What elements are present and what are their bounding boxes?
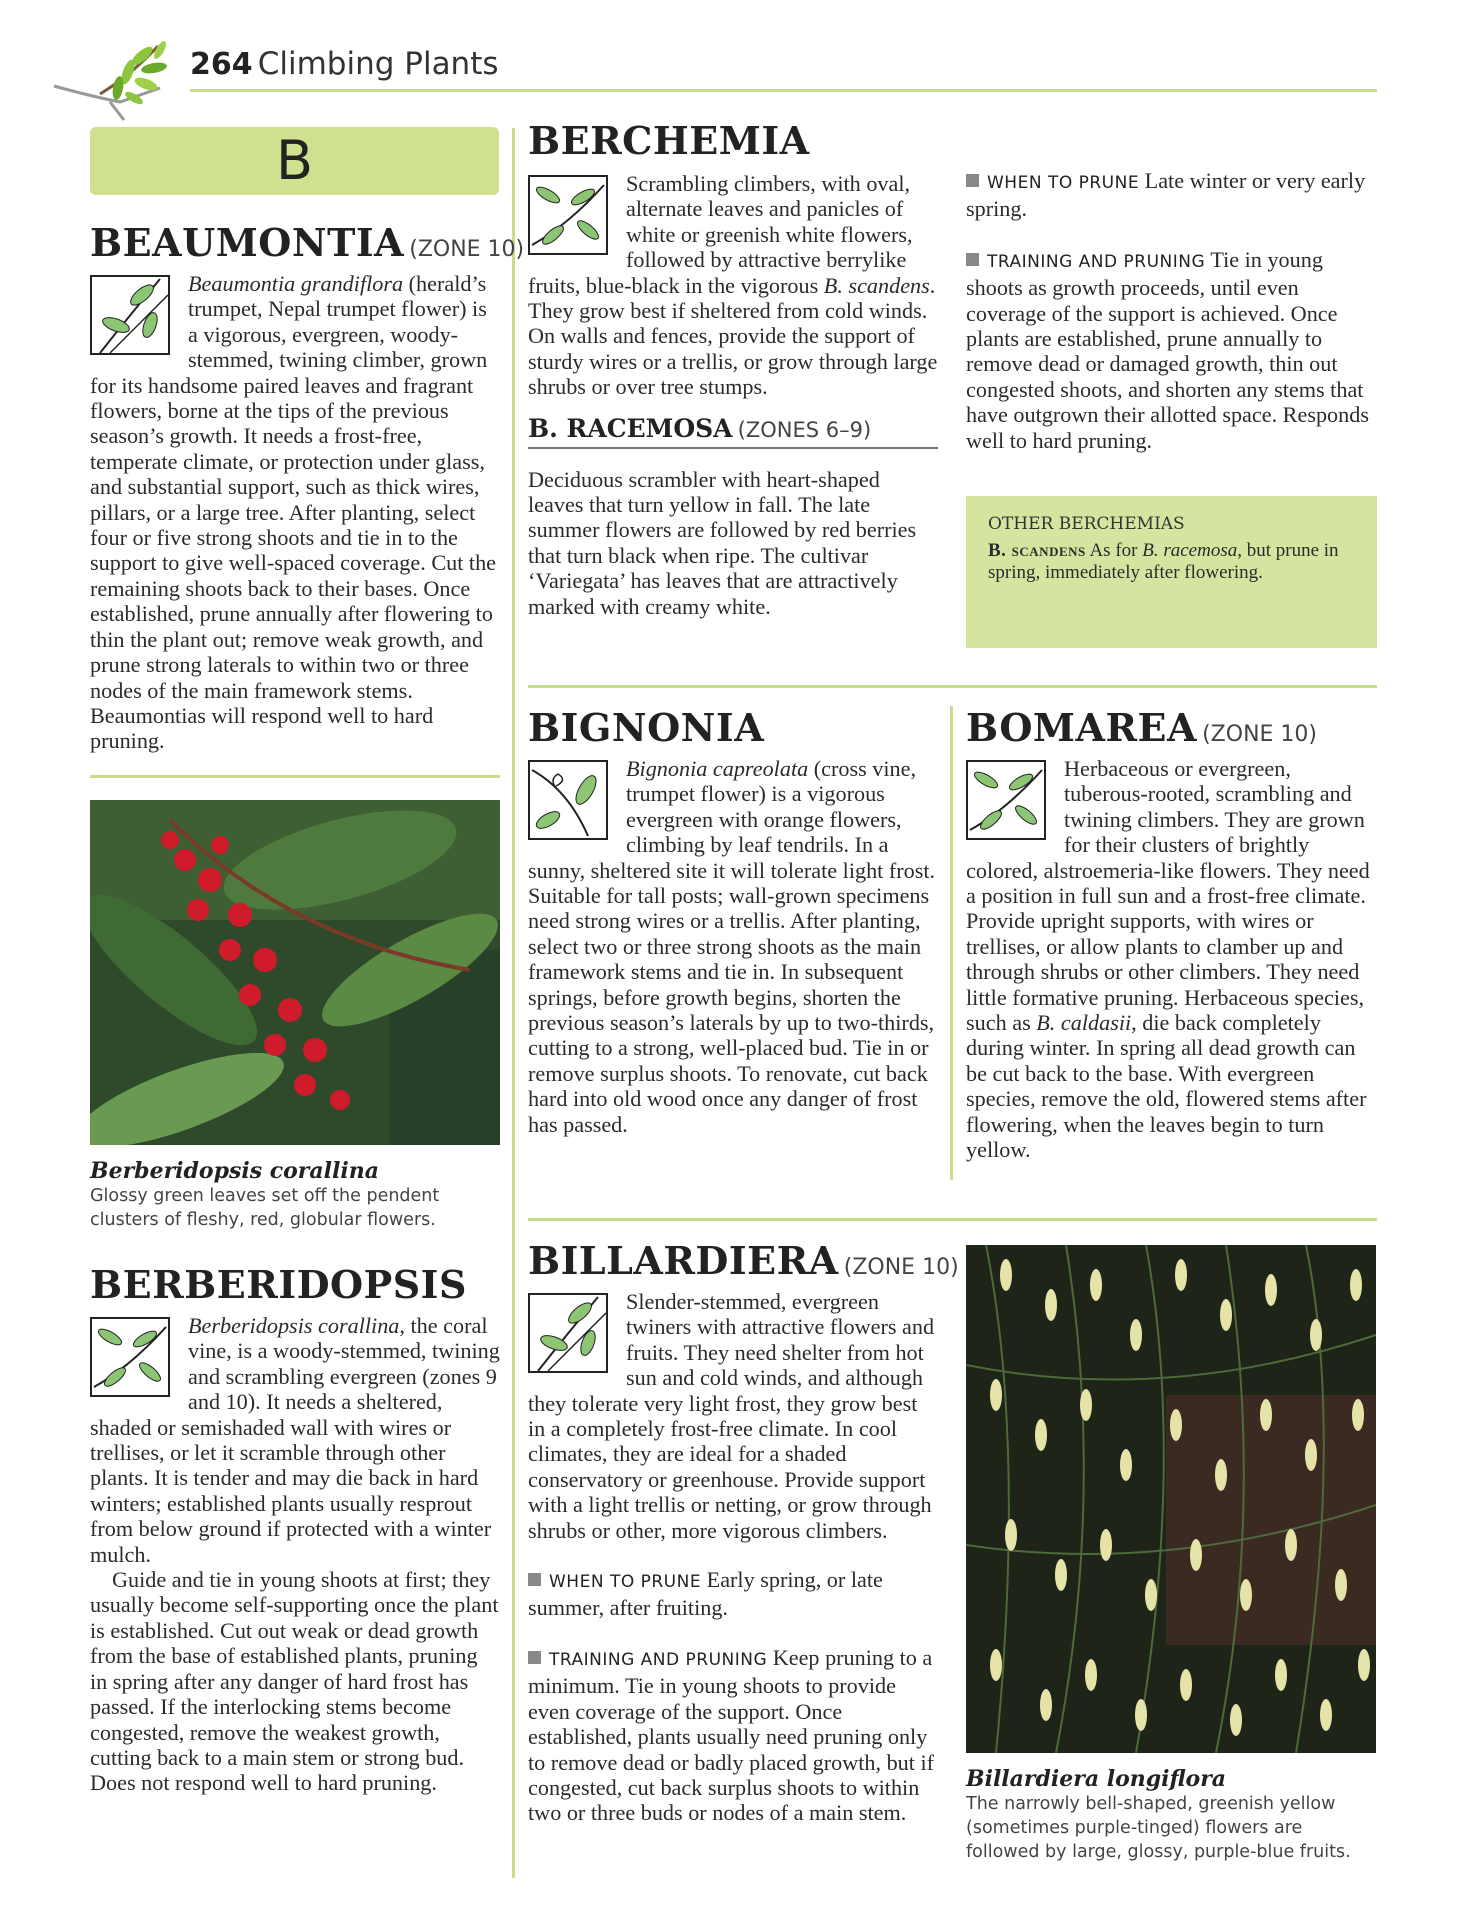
photo1-caption-text: Glossy green leaves set off the pendent clusters of fleshy, red, globular flowers. xyxy=(90,1186,440,1230)
photo2-caption xyxy=(966,1766,1376,1864)
berchemia-train-label: TRAINING AND PRUNING xyxy=(987,251,1206,272)
twining-climber-icon xyxy=(90,275,170,355)
berberidopsis-body2: Guide and tie in young shoots at first; they usually become self-supporting once the plant is established. Cut out weak or dead growth from the base of established plants, pruning in spring after any danger of hard frost has passed. If the interlocking stems become congested, remove the weakest growth, cutting back to a main stem or strong bud. Does not respond well to hard pruning. xyxy=(90,1567,499,1796)
page-number: 264 xyxy=(190,47,253,82)
page-header xyxy=(190,46,499,82)
column-divider-1 xyxy=(512,128,515,1878)
other-text-b: , but prune in spring, immediately after flowering. xyxy=(988,540,1339,583)
scrambling-climber-icon xyxy=(90,1317,170,1397)
bomarea-zone: (ZONE 10) xyxy=(1202,722,1317,747)
beaumontia-zone: (ZONE 10) xyxy=(409,237,525,262)
racemosa-zone: (ZONES 6–9) xyxy=(737,417,872,442)
bomarea-body-a: Herbaceous or evergreen, tuberous-rooted, scrambling and twining climbers. They are grown for their clusters of brightly colored, alstroemeria-like flowers. They need a position in full sun and a frost-free climate. Provide upright supports, with wires or trellises, or allow plants to clamber up and through shrubs or other climbers. They need little formative pruning. Herbaceous species, such as xyxy=(966,756,1370,1036)
left-rule-1 xyxy=(90,775,500,778)
berchemia-body-a: Scrambling climbers, with oval, alternate leaves and panicles of white or greenish white flowers, followed by attractive berrylike fruits, blue-black in the vigorous xyxy=(528,171,913,298)
other-berchemias-box xyxy=(966,496,1377,648)
berberidopsis-title: BERBERIDOPSIS xyxy=(90,1262,467,1307)
other-text-a: As for xyxy=(1085,540,1143,561)
beaumontia-body: (herald’s trumpet, Nepal trumpet flower) is a vigorous, evergreen, woody-stemmed, twining climber, grown for its handsome paired leaves and fragrant flowers, borne at the tips of the previous season’s growth. It needs a frost-free, temperate climate, or protection under glass, and substantial support, such as thick wires, pillars, or a large tree. After planting, select four or five strong shoots and tie in to the support to give well-spaced coverage. Cut the remaining shoots back to their bases. Once established, prune annually after flowering to thin the plant out; remove weak growth, and prune strong laterals to within two or three nodes of the main framework stems. Beaumontias will respond well to hard pruning. xyxy=(90,271,497,754)
billardiera-when-text: Early spring, or late summer, after fruiting. xyxy=(528,1567,883,1621)
billardiera-train-label: TRAINING AND PRUNING xyxy=(549,1649,768,1670)
bullet-square xyxy=(966,253,979,266)
bullet-square xyxy=(966,174,979,187)
berchemia-train-text: Tie in young shoots as growth proceeds, until even coverage of the support is achieved. Once plants are established, prune annually to remove dead or damaged growth, thin out congested shoots, and shorten any stems that have outgrown their allotted space. Responds well to hard pruning. xyxy=(966,246,1369,453)
bignonia-title: BIGNONIA xyxy=(528,705,765,750)
photo1-caption xyxy=(90,1158,500,1232)
bignonia-species: Bignonia capreolata xyxy=(626,756,809,781)
beaumontia-title: BEAUMONTIA xyxy=(90,220,405,265)
other-berchemias-name: B. scandens xyxy=(988,540,1086,561)
berberidopsis-species: Berberidopsis corallina xyxy=(188,1313,400,1338)
letter-tab xyxy=(90,127,499,195)
scrambling-climber-icon xyxy=(528,175,608,255)
bomarea-title: BOMAREA xyxy=(966,705,1197,750)
bomarea-body-b: , die back completely during winter. In spring all dead growth can be cut back to the base. With evergreen species, remove the old, flowered stems after flowering, when the leaves begin to turn yellow. xyxy=(966,1010,1367,1163)
billardiera-body: Slender-stemmed, evergreen twiners with attractive flowers and fruits. They need shelter from hot sun and cold winds, and although they tolerate very light frost, they grow best in a completely frost-free climate. In cool climates, they are ideal for a shaded conservatory or greenhouse. Provide support with a light trellis or netting, or grow through shrubs or other, more vigorous climbers. xyxy=(528,1289,935,1543)
racemosa-title: B. RACEMOSA xyxy=(528,413,733,443)
letter-tab-label: B xyxy=(275,129,314,192)
billardiera-title: BILLARDIERA xyxy=(528,1238,839,1283)
berberidopsis-photo xyxy=(90,800,500,1145)
racemosa-heading xyxy=(528,414,938,449)
middle-rule-2 xyxy=(528,1218,1377,1221)
berchemia-title: BERCHEMIA xyxy=(528,118,810,163)
berchemia-pruning xyxy=(966,168,1376,453)
berchemia-body-b: . They grow best if sheltered from cold winds. On walls and fences, provide the support of sturdy wires or a trellis, or grow through large shrubs or over tree stumps. xyxy=(528,272,938,400)
bullet-square xyxy=(528,1573,541,1586)
header-rule xyxy=(190,89,1377,92)
other-text-i: B. racemosa xyxy=(1142,540,1238,561)
middle-rule-1 xyxy=(528,685,1377,688)
bullet-square xyxy=(528,1651,541,1664)
tendril-climber-icon xyxy=(528,760,608,840)
beaumontia-entry xyxy=(90,220,525,754)
bomarea-entry xyxy=(966,705,1376,1163)
billardiera-photo xyxy=(966,1245,1376,1753)
bignonia-entry xyxy=(528,705,938,1137)
billardiera-when-label: WHEN TO PRUNE xyxy=(549,1572,702,1593)
berberidopsis-entry xyxy=(90,1262,500,1796)
berchemia-when-text: Late winter or very early spring. xyxy=(966,168,1366,222)
billardiera-zone: (ZONE 10) xyxy=(843,1255,959,1280)
billardiera-train-text: Keep pruning to a minimum. Tie in young shoots to provide even coverage of the support. Once established, plants usually need pruning only to remove dead or badly placed growth, but if congested, cut back surplus shoots to within two or three buds or nodes of a main stem. xyxy=(528,1644,935,1826)
branch-icon xyxy=(50,36,170,124)
berchemia-entry xyxy=(528,118,938,619)
photo1-caption-title: Berberidopsis corallina xyxy=(90,1158,379,1184)
racemosa-body: Deciduous scrambler with heart-shaped leaves that turn yellow in fall. The late summer flowers are followed by red berries that turn black when ripe. The cultivar ‘Variegata’ has leaves that are attractively marked with creamy white. xyxy=(528,466,917,619)
berchemia-when-label: WHEN TO PRUNE xyxy=(987,173,1140,193)
bomarea-species: B. caldasii xyxy=(1036,1010,1132,1036)
beaumontia-species: Beaumontia grandiflora xyxy=(188,271,404,296)
berchemia-species: B. scandens xyxy=(823,272,930,298)
section-title: Climbing Plants xyxy=(257,46,499,82)
twining-climber-icon xyxy=(528,1293,608,1373)
column-divider-2 xyxy=(950,706,953,1180)
photo2-caption-title: Billardiera longiflora xyxy=(966,1766,1227,1792)
photo2-caption-text: The narrowly bell-shaped, greenish yellow (sometimes purple-tinged) flowers are followed by large, glossy, purple-blue fruits. xyxy=(966,1794,1351,1862)
scrambling-climber-icon xyxy=(966,760,1046,840)
bignonia-body: (cross vine, trumpet flower) is a vigorous evergreen with orange flowers, climbing by leaf tendrils. In a sunny, sheltered site it will tolerate light frost. Suitable for tall posts; wall-grown specimens need strong wires or a trellis. After planting, select two or three strong shoots as the main framework stems and tie in. In subsequent springs, before growth begins, shorten the previous season’s laterals by up to two-thirds, cutting to a strong, well-placed bud. Tie in or remove surplus shoots. To renovate, cut back hard into old wood once any danger of frost has passed. xyxy=(528,756,936,1137)
other-berchemias-title: OTHER BERCHEMIAS xyxy=(988,514,1185,534)
billardiera-entry xyxy=(528,1238,959,1826)
berberidopsis-body: , the coral vine, is a woody-stemmed, twining and scrambling evergreen (zones 9 and 10). It needs a sheltered, shaded or semishaded wall with wires or trellises, or let it scramble through other plants. It is tender and may die back in hard winters; established plants usually resprout from below ground if protected with a winter mulch. xyxy=(90,1313,500,1567)
